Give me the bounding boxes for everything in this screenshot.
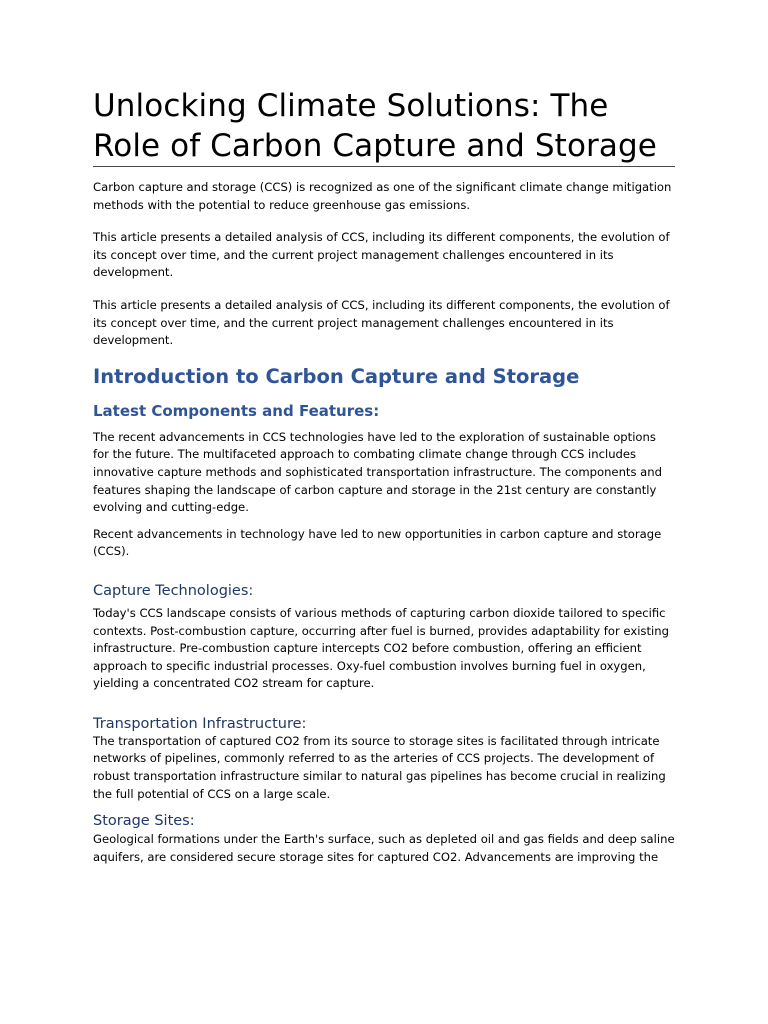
document-title: Unlocking Climate Solutions: The Role of Carbon Capture and Storage bbox=[93, 86, 675, 167]
capture-technologies-heading: Capture Technologies: bbox=[93, 582, 254, 599]
storage-sites-paragraph: Geological formations under the Earth's surface, such as depleted oil and gas fields and deep saline aquifers, are considered secure storage sites for captured CO2. Advancements are improving the bbox=[93, 832, 675, 864]
subsection-paragraph: Recent advancements in technology have led to new opportunities in carbon capture and storage (CCS). bbox=[93, 526, 662, 559]
storage-sites-heading: Storage Sites: bbox=[93, 813, 195, 830]
capture-technologies-paragraph: Today's CCS landscape consists of various methods of capturing carbon dioxide tailored to specific contexts. Post-combustion capture, occurring after fuel is burned, provides adaptability for existing infrastructure. Pre-combustion capture intercepts CO2 before combustion, offering an efficient approach to specific industrial processes. Oxy-fuel combustion involves burning fuel in oxygen, yielding a concentrated CO2 stream for capture. bbox=[93, 605, 669, 691]
intro-paragraph: This article presents a detailed analysis of CCS, including its different components, the evolution of its concept over time, and the current project management challenges encountered in its development. bbox=[93, 297, 670, 348]
intro-paragraph: Carbon capture and storage (CCS) is recognized as one of the significant climate change mitigation methods with the potential to reduce greenhouse gas emissions. bbox=[93, 180, 672, 212]
subsection-paragraph: The recent advancements in CCS technologies have led to the exploration of sustainable options for the future. The multifaceted approach to combating climate change through CCS includes innovative capture methods and sophisticated transportation infrastructure. The components and features shaping the landscape of carbon capture and storage in the 21st century are constantly evolving and cutting-edge. bbox=[93, 429, 662, 515]
transportation-infrastructure-heading: Transportation Infrastructure: bbox=[93, 715, 307, 732]
subsection-heading: Latest Components and Features: bbox=[93, 401, 380, 420]
section-heading: Introduction to Carbon Capture and Storage bbox=[93, 364, 580, 388]
intro-paragraph: This article presents a detailed analysis of CCS, including its different components, the evolution of its concept over time, and the current project management challenges encountered in its development. bbox=[93, 230, 670, 280]
document-page bbox=[93, 86, 675, 866]
transportation-infrastructure-paragraph: The transportation of captured CO2 from its source to storage sites is facilitated through intricate networks of pipelines, commonly referred to as the arteries of CCS projects. The development of robust transportation infrastructure similar to natural gas pipelines has become crucial in realizing the full potential of CCS on a large scale. bbox=[93, 733, 666, 801]
